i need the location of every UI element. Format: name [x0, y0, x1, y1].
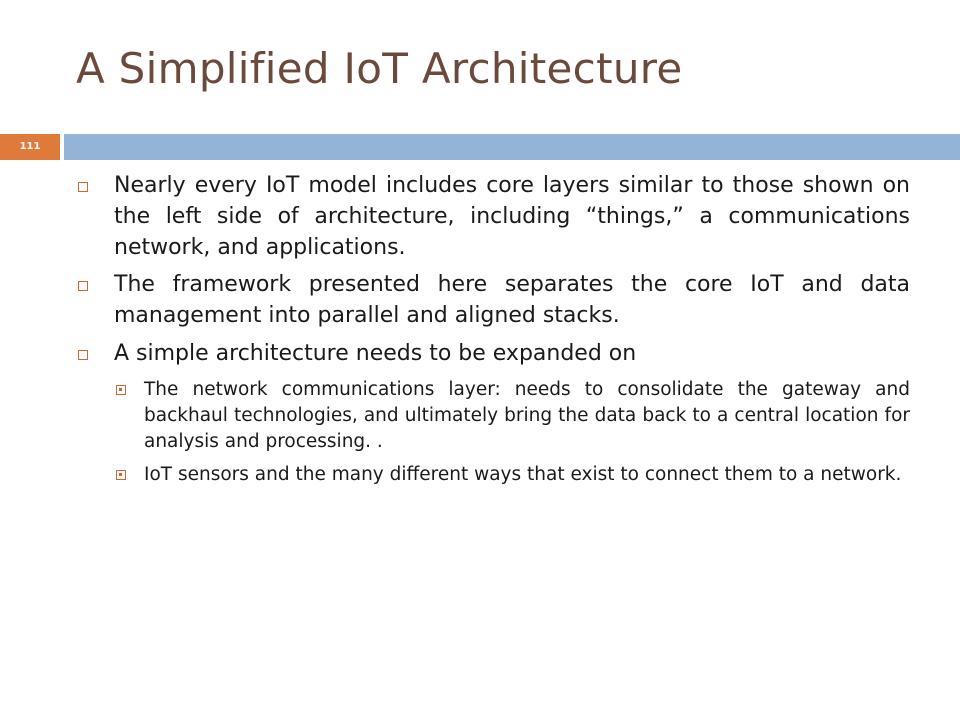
- bullet-text: A simple architecture needs to be expanded on: [114, 340, 637, 366]
- sub-bullet-text: IoT sensors and the many different ways that exist to connect them to a network.: [144, 464, 902, 486]
- bullet-square-icon: [78, 350, 88, 360]
- page-number-badge: 111: [0, 134, 60, 160]
- bullet-square-icon: [78, 182, 88, 192]
- sub-bullet-item: [116, 462, 910, 488]
- slide-content: [74, 171, 910, 496]
- sub-bullet-square-icon: [116, 385, 126, 395]
- title-divider-bar: [64, 134, 960, 160]
- sub-bullet-square-icon: [116, 470, 126, 480]
- bullet-text: The framework presented here separates the core IoT and data management into parallel and aligned stacks.: [114, 272, 910, 329]
- sub-bullet-item: [116, 377, 910, 455]
- bullet-text: Nearly every IoT model includes core layers similar to those shown on the left side of architecture, including “things,” a communications network, and applications.: [114, 173, 910, 260]
- bullet-item: [74, 270, 910, 332]
- bullet-item: [74, 339, 910, 370]
- bullet-item: [74, 171, 910, 263]
- slide-title: A Simplified IoT Architecture: [76, 44, 683, 93]
- bullet-square-icon: [78, 281, 88, 291]
- sub-bullet-text: The network communications layer: needs to consolidate the gateway and backhaul technologies, and ultimately bring the data back to a central location for analysis and processing. .: [144, 378, 910, 452]
